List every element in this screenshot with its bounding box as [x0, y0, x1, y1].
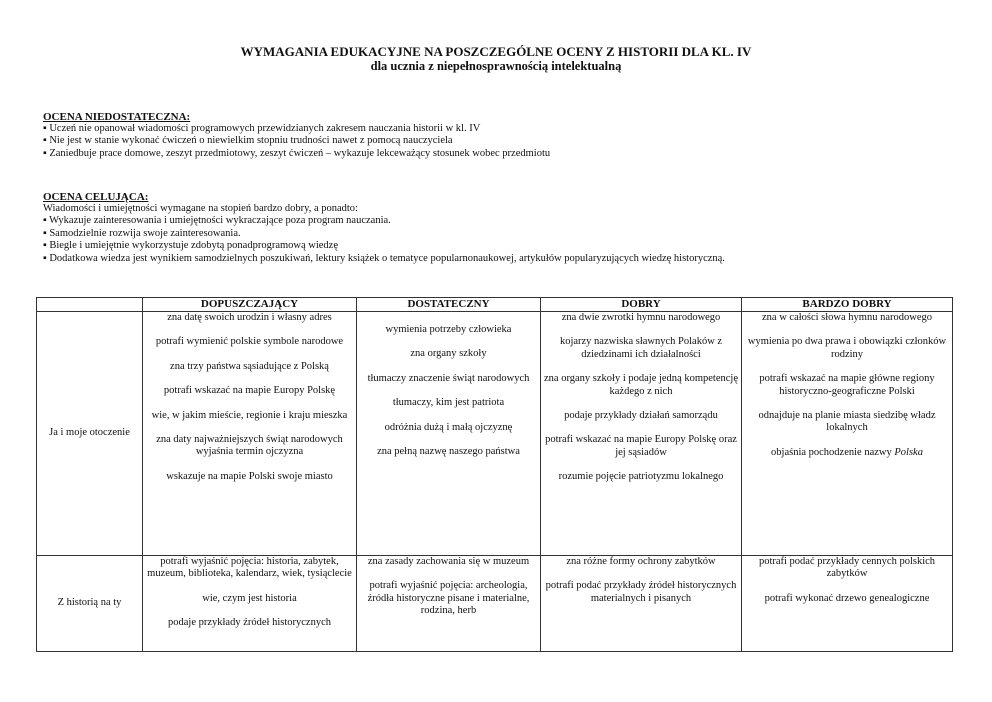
requirement-item: wskazuje na mapie Polski swoje miasto	[166, 470, 333, 482]
requirement-item: potrafi wykonać drzewo genealogiczne	[764, 592, 930, 604]
row-label: Z historią na ty	[37, 556, 143, 652]
requirements-table	[36, 297, 953, 652]
requirement-item: zna datę swoich urodzin i własny adres	[167, 312, 332, 323]
requirement-item: zna w całości słowa hymnu narodowego	[762, 312, 932, 323]
column-header	[37, 298, 143, 312]
table-cell-dobry	[541, 556, 742, 652]
requirement-item: zna organy szkoły	[410, 348, 487, 360]
column-header: BARDZO DOBRY	[742, 298, 953, 312]
document-title	[0, 44, 992, 74]
requirement-item: wie, w jakim mieście, regionie i kraju mieszka	[151, 409, 348, 421]
requirement-item: podaje przykłady źródeł historycznych	[168, 617, 331, 629]
section-heading: OCENA NIEDOSTATECZNA:	[43, 111, 191, 123]
requirement-item: zna zasady zachowania się w muzeum	[367, 556, 530, 567]
column-header: DOSTATECZNY	[357, 298, 541, 312]
requirement-item: tłumaczy, kim jest patriota	[392, 397, 505, 409]
list-item: ▪ Biegle i umiejętnie wykorzystuje zdobytą ponadprogramową wiedzę	[43, 240, 339, 252]
italic-word: Polska	[894, 446, 923, 458]
requirement-item: wie, czym jest historia	[202, 592, 297, 604]
list-item: ▪ Samodzielnie rozwija swoje zainteresowania.	[43, 227, 241, 239]
requirement-item: podaje przykłady działań samorządu	[564, 410, 718, 422]
requirement-item: zna pełną nazwę naszego państwa	[377, 446, 520, 458]
requirement-item: rozumie pojęcie patriotyzmu lokalnego	[558, 471, 724, 483]
requirement-item: potrafi podać przykłady cennych polskich zabytków	[758, 556, 936, 580]
list-item: Wiadomości i umiejętności wymagane na stopień bardzo dobry, a ponadto:	[43, 203, 358, 214]
list-item: ▪ Wykazuje zainteresowania i umiejętności wykraczające poza program nauczania.	[43, 215, 391, 227]
section-ocena-celujaca	[43, 191, 725, 265]
table-cell-dostateczny	[357, 312, 541, 556]
requirement-item: odróżnia dużą i małą ojczyznę	[384, 421, 513, 433]
table-cell-dopuszczajacy	[143, 312, 357, 556]
column-header: DOPUSZCZAJĄCY	[143, 298, 357, 312]
requirement-item: zna różne formy ochrony zabytków	[566, 556, 716, 567]
requirement-item: potrafi podać przykłady źródeł historycznych materialnych i pisanych	[545, 580, 737, 604]
requirement-item: potrafi wskazać na mapie Europy Polskę	[163, 385, 336, 397]
table-cell-bardzo-dobry	[742, 556, 953, 652]
section-ocena-niedostateczna	[43, 111, 550, 160]
list-item: ▪ Nie jest w stanie wykonać ćwiczeń o niewielkim stopniu trudności nawet z pomocą nauczyciela	[43, 135, 453, 147]
title-line: WYMAGANIA EDUKACYJNE NA POSZCZEGÓLNE OCENY Z HISTORII DLA KL. IV	[240, 44, 752, 59]
row-label: Ja i moje otoczenie	[37, 312, 143, 556]
requirement-item: wymienia potrzeby człowieka	[385, 324, 512, 335]
table-cell-dostateczny	[357, 556, 541, 652]
requirement-item: wyjaśnia termin ojczyzna	[195, 446, 304, 458]
table-cell-bardzo-dobry	[742, 312, 953, 556]
table-row	[37, 312, 953, 556]
list-item: ▪ Zaniedbuje prace domowe, zeszyt przedmiotowy, zeszyt ćwiczeń – wykazuje lekceważący stosunek wobec przedmiotu	[43, 147, 551, 159]
table-row	[37, 556, 953, 652]
requirement-item: zna trzy państwa sąsiadujące z Polską	[170, 360, 329, 372]
requirement-item: odnajduje na planie miasta siedzibę władz lokalnych	[758, 410, 936, 434]
list-item: ▪ Dodatkowa wiedza jest wynikiem samodzielnych poszukiwań, lektury książek o tematyce popularnonaukowej, artykułów popularyzujących wiedzę historyczną.	[43, 252, 725, 264]
requirement-item: zna organy szkoły i podaje jedną kompetencję każdego z nich	[544, 373, 738, 397]
subtitle-line: dla ucznia z niepełnosprawnością intelektualną	[370, 59, 622, 73]
column-header: DOBRY	[541, 298, 742, 312]
list-item: ▪ Uczeń nie opanował wiadomości programowych przewidzianych zakresem nauczania historii w kl. IV	[43, 123, 481, 134]
requirement-item: potrafi wskazać na mapie główne regiony historyczno-geograficzne Polski	[759, 373, 935, 397]
requirement-item: kojarzy nazwiska sławnych Polaków z dziedzinami ich działalności	[559, 336, 723, 360]
table-header-row	[37, 298, 953, 312]
requirement-item: potrafi wyjaśnić pojęcia: archeologia, źródła historyczne pisane i materialne, rodzina, herb	[367, 580, 530, 617]
requirement-item: wymienia po dwa prawa i obowiązki członków rodziny	[747, 336, 947, 360]
section-heading: OCENA CELUJĄCA:	[43, 191, 149, 203]
table-cell-dopuszczajacy	[143, 556, 357, 652]
requirement-item: potrafi wskazać na mapie Europy Polskę oraz jej sąsiadów	[545, 434, 737, 458]
requirement-item: zna dwie zwrotki hymnu narodowego	[561, 312, 721, 323]
table-cell-dobry	[541, 312, 742, 556]
requirement-item: tłumaczy znaczenie świąt narodowych	[367, 372, 530, 384]
requirement-item: zna daty najważniejszych świąt narodowych	[156, 434, 343, 446]
requirement-item: objaśnia pochodzenie nazwy Polska	[771, 446, 923, 458]
requirement-item: potrafi wymienić polskie symbole narodowe	[155, 336, 344, 348]
requirement-item: potrafi wyjaśnić pojęcia: historia, zabytek, muzeum, biblioteka, kalendarz, wiek, tysiąclecie	[147, 556, 352, 580]
